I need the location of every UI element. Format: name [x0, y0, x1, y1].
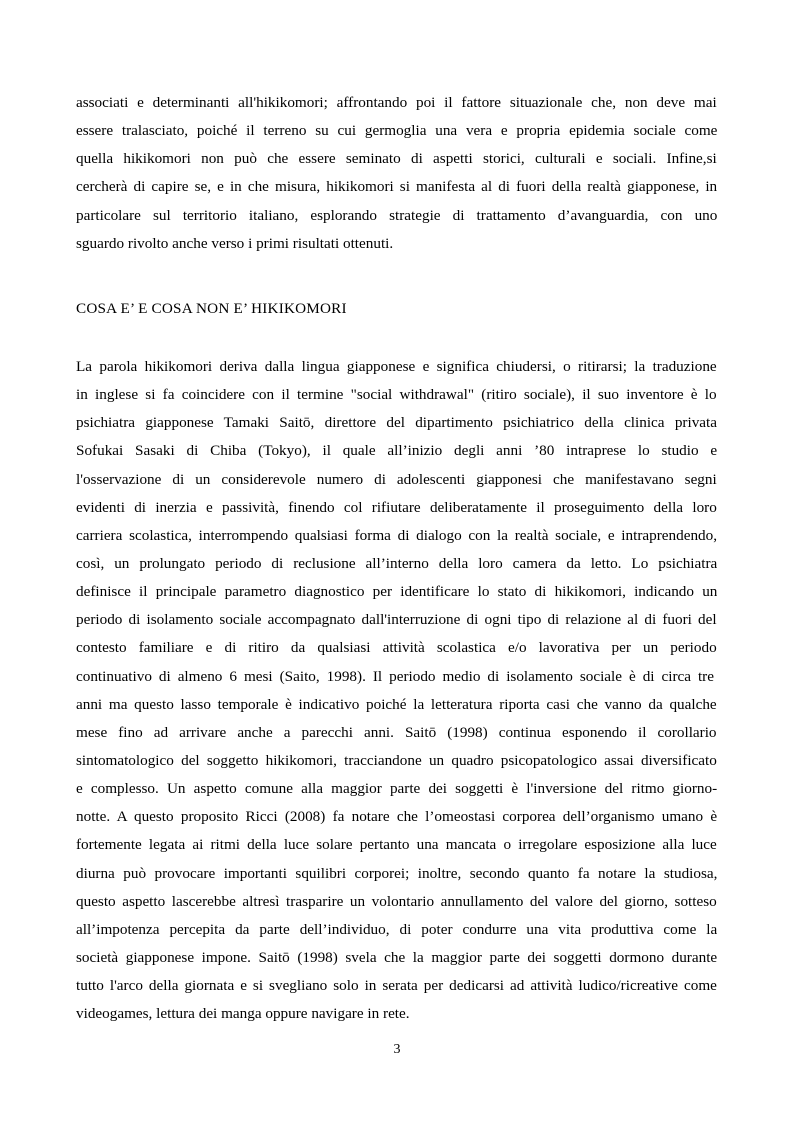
page-number: 3	[393, 1042, 401, 1057]
text-line: fortemente legata ai ritmi della luce solare pertanto una mancata o irregolare esposizione alla luce	[76, 836, 717, 854]
text-line: particolare sul territorio italiano, esplorando strategie di trattamento d’avanguardia, con uno	[76, 206, 717, 224]
intro-text	[76, 89, 717, 258]
text-line: associati e determinanti all'hikikomori; affrontando poi il fattore situazionale che, non deve mai	[76, 94, 717, 111]
text-line: e complesso. Un aspetto comune alla maggior parte dei soggetti è l'inversione del ritmo giorno-	[76, 780, 717, 798]
text-line: anni ma questo lasso temporale è indicativo poiché la letteratura riporta casi che vanno da qualche	[76, 695, 717, 713]
text-line: diurna può provocare importanti squilibri corporei; inoltre, secondo quanto fa notare la studiosa,	[76, 864, 717, 882]
text-line: all’impotenza percepita da parte dell’individuo, di poter condurre una vita produttiva come la	[76, 920, 717, 938]
text-line: Sofukai Sasaki di Chiba (Tokyo), il quale all’inizio degli anni ’80 intraprese lo studio e	[76, 442, 717, 460]
text-line: sintomatologico del soggetto hikikomori, tracciandone un quadro psicopatologico assai diversificato	[76, 751, 717, 769]
text-line: La parola hikikomori deriva dalla lingua giapponese e significa chiudersi, o ritirarsi; la traduzione	[76, 358, 717, 375]
text-line: mese fino ad arrivare anche a parecchi anni. Saitō (1998) continua esponendo il corollario	[76, 723, 717, 741]
text-line: periodo di isolamento sociale accompagnato dall'interruzione di ogni tipo di relazione al di fuori del	[76, 611, 717, 629]
text-line: continuativo di almeno 6 mesi (Saito, 1998). Il periodo medio di isolamento sociale è di circa tre	[76, 667, 714, 685]
body-paragraph	[76, 353, 717, 1028]
text-line: società giapponese impone. Saitō (1998) svela che la maggior parte dei soggetti dormono durante	[76, 948, 717, 966]
text-line: quella hikikomori non può che essere seminato di aspetti storici, culturali e sociali. Infine,si	[76, 150, 717, 168]
text-line: essere tralasciato, poiché il terreno su cui germoglia una vera e propria epidemia sociale come	[76, 122, 717, 140]
text-line: sguardo rivolto anche verso i primi risultati ottenuti.	[76, 234, 394, 252]
text-line: questo aspetto lascerebbe altresì trasparire un volontario annullamento del valore del giorno, sotteso	[76, 892, 717, 910]
text-line: psichiatra giapponese Tamaki Saitō, direttore del dipartimento psichiatrico della clinica privata	[76, 414, 717, 432]
text-line: l'osservazione di un considerevole numero di adolescenti giapponesi che manifestavano segni	[76, 470, 717, 488]
text-line: videogames, lettura dei manga oppure navigare in rete.	[76, 1005, 410, 1023]
body-text	[76, 353, 717, 1028]
text-line: in inglese si fa coincidere con il termine "social withdrawal" (ritiro sociale), il suo inventore è lo	[76, 386, 717, 404]
section-heading: COSA E’ E COSA NON E’ HIKIKOMORI	[76, 300, 347, 317]
text-line: evidenti di inerzia e passività, finendo col rifiutare deliberatamente il proseguimento della loro	[76, 498, 717, 516]
text-line: definisce il principale parametro diagnostico per identificare lo stato di hikikomori, indicando un	[76, 583, 717, 601]
text-line: così, un prolungato periodo di reclusione all’interno della loro camera da letto. Lo psichiatra	[76, 554, 717, 572]
text-line: cercherà di capire se, e in che misura, hikikomori si manifesta al di fuori della realtà giapponese, in	[76, 178, 717, 196]
text-line: tutto l'arco della giornata e si svegliano solo in serata per dedicarsi ad attività ludico/ricreative come	[76, 977, 717, 995]
intro-paragraph	[76, 89, 717, 258]
text-line: notte. A questo proposito Ricci (2008) fa notare che l’omeostasi corporea dell’organismo umano è	[76, 808, 717, 826]
text-line: carriera scolastica, interrompendo qualsiasi forma di dialogo con la realtà sociale, e intraprendendo,	[76, 526, 717, 544]
text-line: contesto familiare e di ritiro da qualsiasi attività scolastica e/o lavorativa per un periodo	[76, 639, 717, 657]
